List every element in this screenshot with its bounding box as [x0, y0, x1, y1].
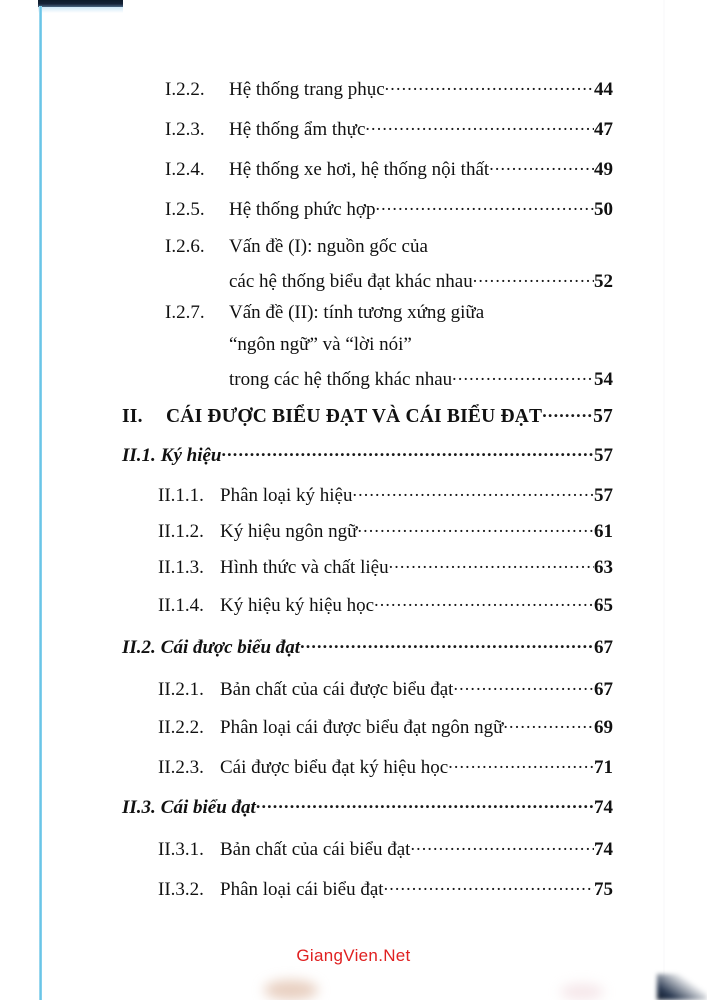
toc-dot-leader	[375, 196, 594, 215]
toc-page-number: 57	[594, 445, 613, 466]
toc-entry-title: Cái được biểu đạt ký hiệu học	[220, 757, 449, 778]
toc-entry-chapter[interactable]	[122, 402, 613, 428]
toc-entry-section[interactable]	[122, 634, 613, 659]
scan-smudge	[560, 984, 604, 1000]
toc-page-number: 54	[594, 369, 613, 390]
toc-entry[interactable]	[165, 116, 613, 141]
toc-entry-title: Hệ thống trang phục	[229, 79, 385, 100]
toc-page-number: 52	[594, 271, 613, 292]
scan-page-edge-right	[663, 0, 665, 1000]
toc-entry-title: Vấn đề (I): nguồn gốc của	[229, 236, 428, 257]
scan-page-edge-left	[39, 6, 42, 1000]
toc-dot-leader	[222, 442, 595, 461]
toc-dot-leader	[389, 554, 594, 573]
toc-entry-number: I.2.3.	[165, 119, 205, 140]
toc-entry[interactable]	[158, 754, 613, 779]
toc-page-number: 71	[594, 757, 613, 778]
toc-dot-leader	[256, 794, 594, 813]
toc-entry-title: Hệ thống phức hợp	[229, 199, 376, 220]
toc-dot-leader	[489, 156, 594, 175]
toc-dot-leader	[410, 836, 594, 855]
toc-entry-number: I.2.4.	[165, 159, 205, 180]
toc-page-number: 57	[594, 485, 613, 506]
toc-entry-title: Phân loại cái biểu đạt	[220, 879, 384, 900]
toc-entry-section[interactable]	[122, 442, 613, 467]
scan-shadow-corner	[657, 974, 707, 1000]
toc-entry-continuation[interactable]	[229, 366, 613, 391]
toc-entry-number: II.2.3.	[158, 757, 204, 778]
toc-entry[interactable]	[158, 876, 613, 901]
toc-entry-number: II.	[122, 405, 143, 427]
toc-entry-number: II.1.2.	[158, 521, 204, 542]
toc-page-number: 50	[594, 199, 613, 220]
toc-entry-title: Cái biểu đạt	[160, 797, 256, 818]
toc-dot-leader	[453, 676, 594, 695]
toc-page-number: 67	[594, 679, 613, 700]
toc-entry[interactable]	[158, 482, 613, 507]
toc-page-number: 47	[594, 119, 613, 140]
toc-entry-number: I.2.6.	[165, 236, 205, 257]
toc-page-number: 65	[594, 595, 613, 616]
toc-entry-number: II.3.1.	[158, 839, 204, 860]
scan-page-edge-top-glow	[38, 7, 123, 13]
toc-entry[interactable]	[158, 518, 613, 543]
watermark-giangvien: GiangVien.Net	[296, 946, 411, 965]
toc-entry-title: Ký hiệu ngôn ngữ	[220, 521, 358, 542]
toc-page-number: 61	[594, 521, 613, 542]
toc-entry-number: I.2.7.	[165, 302, 205, 323]
toc-entry-number: II.1.	[122, 445, 156, 466]
toc-entry-title: Hình thức và chất liệu	[220, 557, 389, 578]
toc-dot-leader	[473, 268, 594, 287]
toc-page-number: 69	[594, 717, 613, 738]
toc-entry-number: II.1.3.	[158, 557, 204, 578]
toc-entry[interactable]	[165, 156, 613, 181]
toc-entry-title: Vấn đề (II): tính tương xứng giữa	[229, 302, 485, 323]
toc-entry-title: CÁI ĐƯỢC BIỂU ĐẠT VÀ CÁI BIỂU ĐẠT	[166, 405, 543, 427]
toc-entry-continuation[interactable]	[229, 334, 412, 356]
toc-entry-title: Hệ thống ẩm thực	[229, 119, 366, 140]
toc-dot-leader	[448, 754, 594, 773]
toc-page-number: 75	[594, 879, 613, 900]
toc-page-number: 74	[594, 797, 613, 818]
toc-entry-section[interactable]	[122, 794, 613, 819]
toc-entry-number: II.3.	[122, 797, 156, 818]
toc-entry[interactable]	[158, 714, 613, 739]
toc-entry-title-line2: “ngôn ngữ” và “lời nói”	[229, 334, 412, 355]
toc-dot-leader	[542, 402, 593, 422]
toc-dot-leader	[357, 518, 594, 537]
toc-page-number: 63	[594, 557, 613, 578]
toc-page-number: 44	[594, 79, 613, 100]
toc-entry-title: Hệ thống xe hơi, hệ thống nội thất	[229, 159, 490, 180]
toc-entry[interactable]	[165, 76, 613, 101]
toc-entry-title-line3: trong các hệ thống khác nhau	[229, 369, 453, 390]
toc-dot-leader	[385, 76, 594, 95]
scan-smudge	[264, 980, 318, 1000]
toc-dot-leader	[452, 366, 594, 385]
toc-dot-leader	[352, 482, 594, 501]
toc-entry-title: Ký hiệu	[160, 445, 222, 466]
toc-entry-title: Cái được biểu đạt	[160, 637, 301, 658]
toc-entry[interactable]	[158, 554, 613, 579]
toc-entry-number: II.2.1.	[158, 679, 204, 700]
toc-page-number: 67	[594, 637, 613, 658]
toc-entry-title: Ký hiệu ký hiệu học	[220, 595, 375, 616]
toc-entry-number: I.2.5.	[165, 199, 205, 220]
toc-dot-leader	[384, 876, 594, 895]
toc-dot-leader	[503, 714, 594, 733]
toc-entry-title: Phân loại cái được biểu đạt ngôn ngữ	[220, 717, 504, 738]
toc-entry[interactable]	[165, 236, 428, 258]
toc-dot-leader	[365, 116, 594, 135]
toc-page-number: 57	[593, 405, 613, 427]
toc-entry-title: Bản chất của cái được biểu đạt	[220, 679, 454, 700]
toc-entry[interactable]	[158, 836, 613, 861]
toc-entry-number: II.1.4.	[158, 595, 204, 616]
toc-dot-leader	[300, 634, 594, 653]
toc-entry-title: Bản chất của cái biểu đạt	[220, 839, 411, 860]
toc-entry-number: I.2.2.	[165, 79, 205, 100]
toc-page-number: 74	[594, 839, 613, 860]
toc-entry[interactable]	[158, 676, 613, 701]
toc-entry[interactable]	[165, 302, 484, 324]
toc-entry-number: II.2.2.	[158, 717, 204, 738]
toc-entry-title: Phân loại ký hiệu	[220, 485, 353, 506]
toc-dot-leader	[374, 592, 594, 611]
toc-entry-number: II.2.	[122, 637, 156, 658]
toc-entry-title-line2: các hệ thống biểu đạt khác nhau	[229, 271, 473, 292]
toc-page-number: 49	[594, 159, 613, 180]
scan-page-edge-top	[38, 0, 123, 7]
toc-entry[interactable]	[165, 196, 613, 221]
toc-entry[interactable]	[158, 592, 613, 617]
toc-entry-number: II.1.1.	[158, 485, 204, 506]
toc-entry-number: II.3.2.	[158, 879, 204, 900]
toc-entry-continuation[interactable]	[229, 268, 613, 293]
